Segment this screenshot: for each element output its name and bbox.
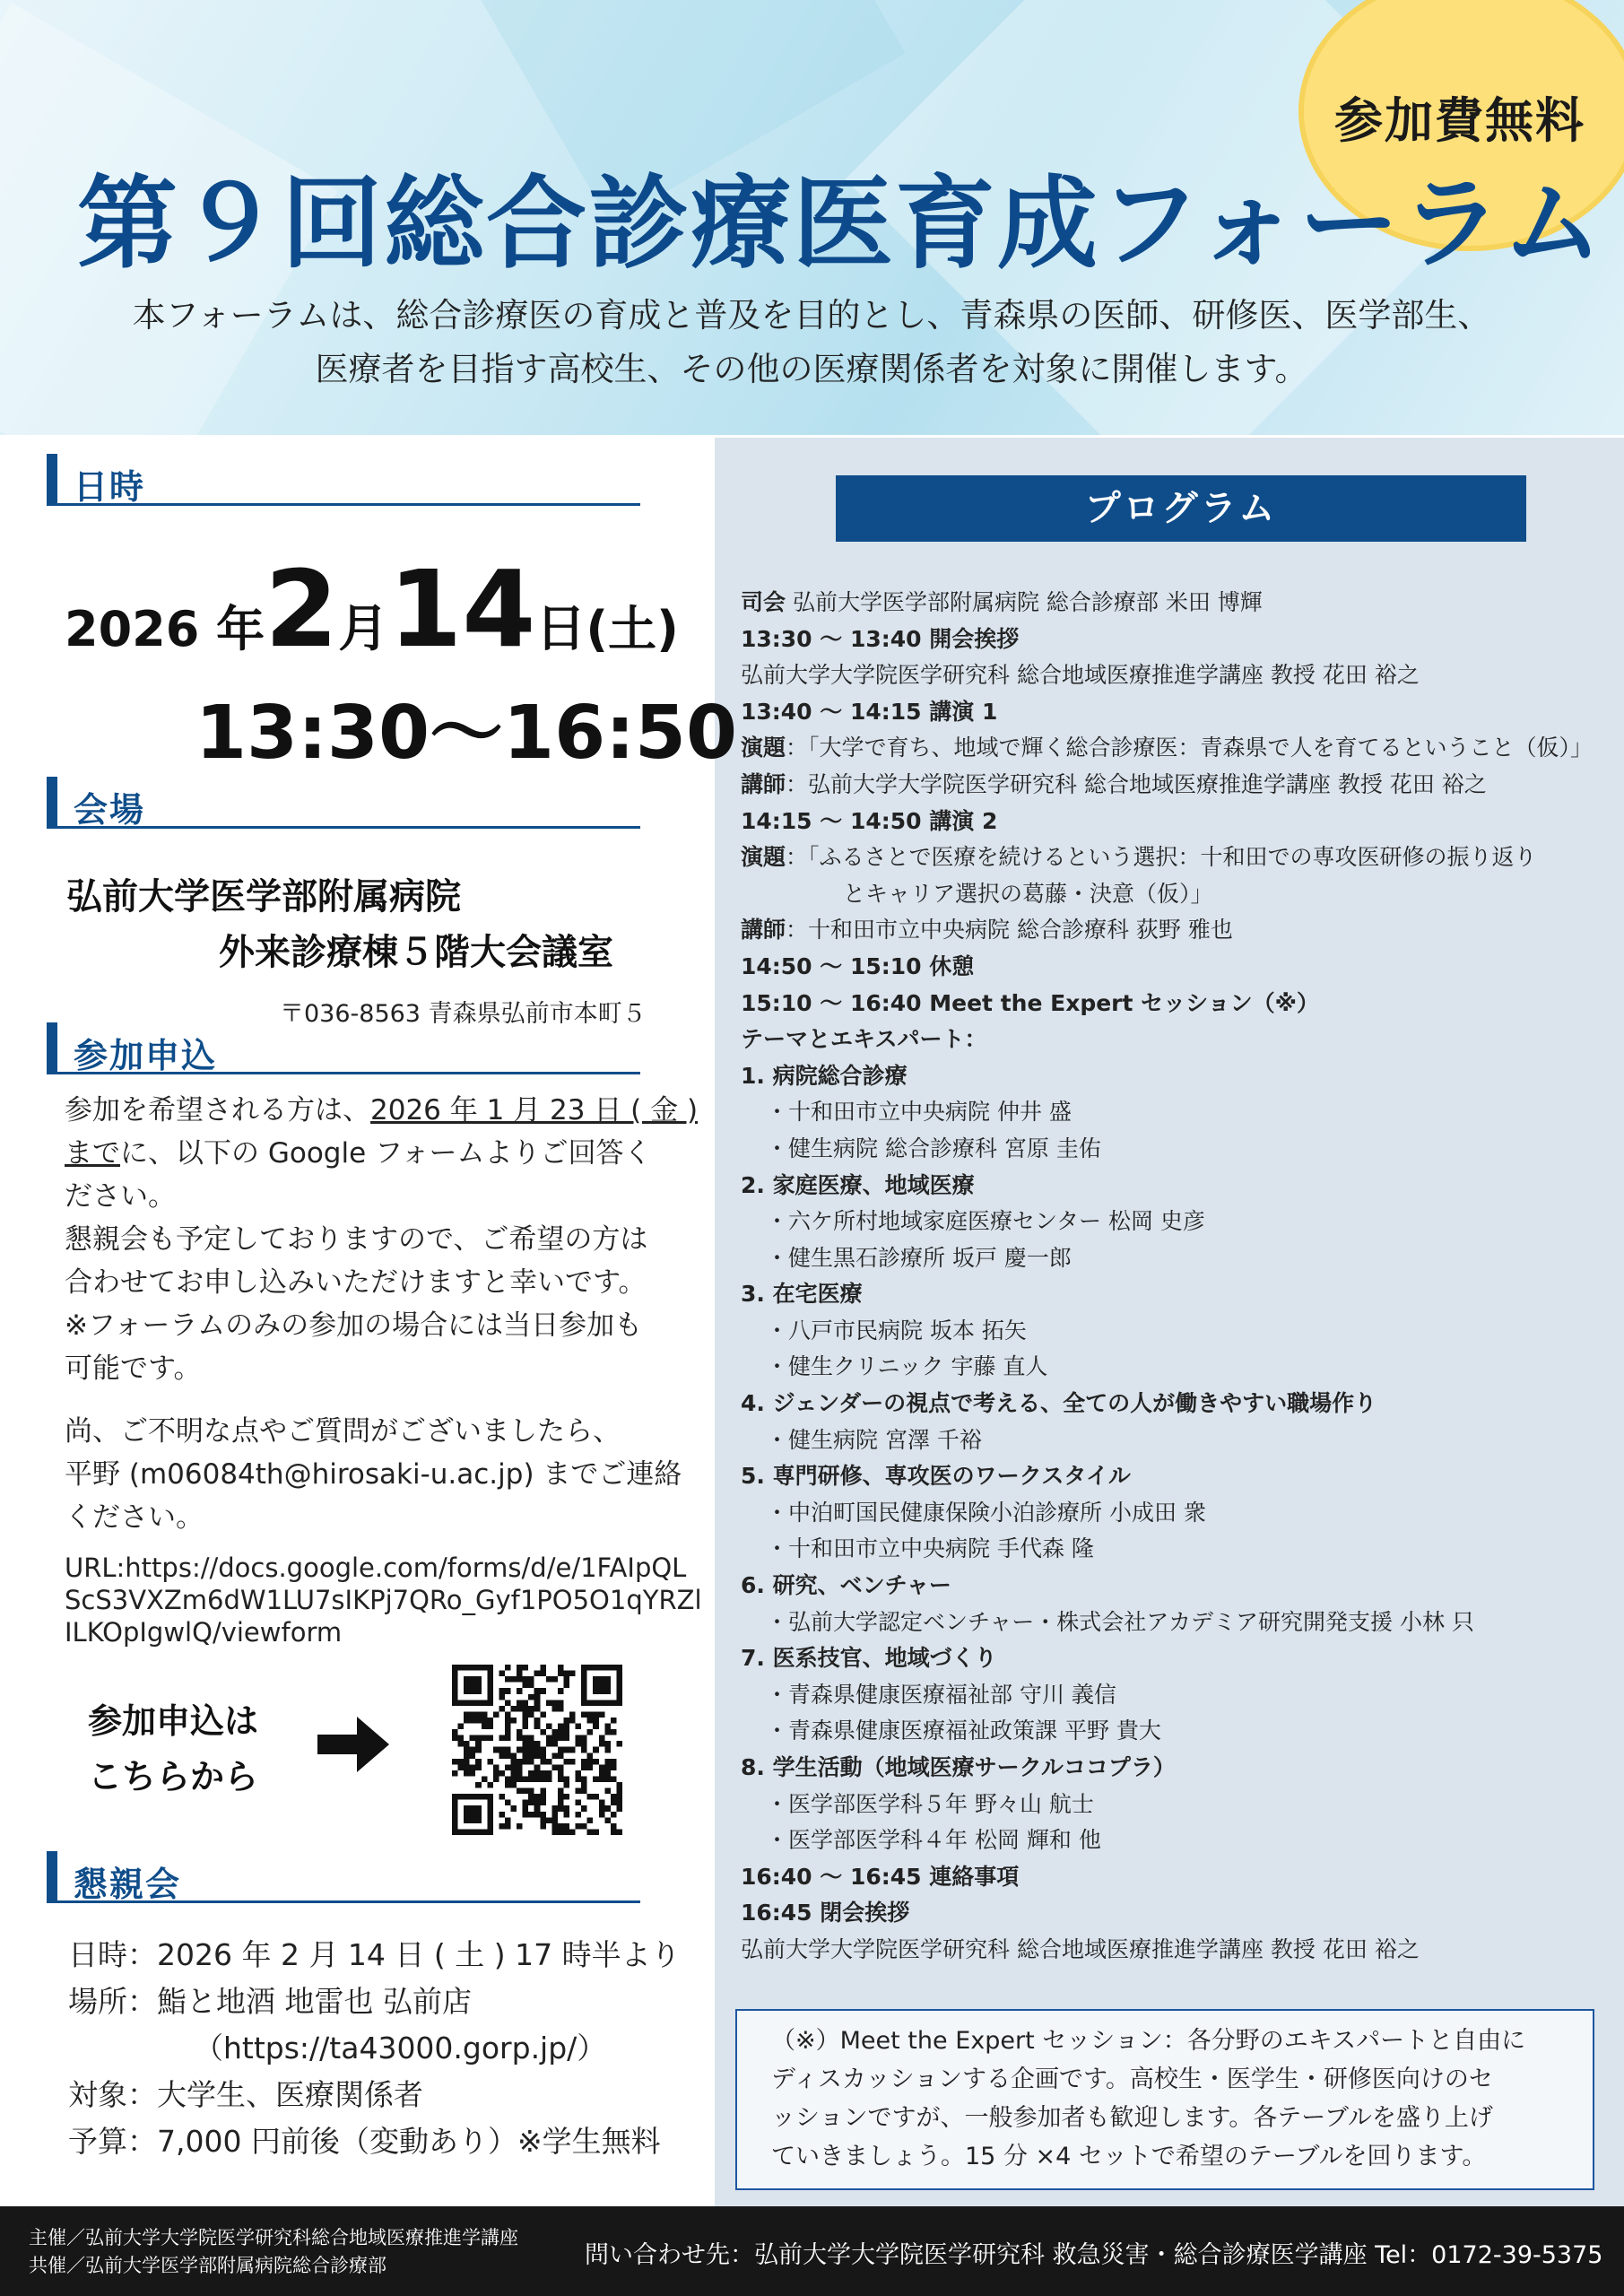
program-line-text: 8. 学生活動（地域医療サークルココプラ）: [741, 1754, 1176, 1780]
section-heading-venue: [47, 777, 640, 829]
venue-room: 外来診療棟５階大会議室: [219, 932, 613, 973]
contact-line: 平野 (m06084th@hirosaki-u.ac.jp) までご連絡: [65, 1458, 682, 1491]
venue-address: 〒036-8563 青森県弘前市本町５: [280, 1000, 647, 1028]
heading-bar: [47, 777, 57, 829]
program-line-text: ：十和田市立中央病院 総合診療科 荻野 雅也: [786, 917, 1233, 944]
program-line: [741, 1568, 1620, 1605]
application-deadline-suffix: まで: [65, 1137, 120, 1170]
program-line: [741, 1640, 1620, 1677]
program-line-text: ・健生病院 宮澤 千裕: [766, 1426, 982, 1453]
program-line-text: 6. 研究、ベンチャー: [741, 1572, 951, 1599]
application-deadline: 2026 年 1 月 23 日 ( 金 ): [370, 1094, 699, 1126]
party-line: 予算：7,000 円前後（変動あり）※学生無料: [68, 2124, 661, 2159]
program-line-text: ：弘前大学大学院医学研究科 総合地域医療推進学講座 教授 花田 裕之: [786, 770, 1487, 797]
heading-bar: [47, 1851, 57, 1903]
program-line-text: 16:45 閉会挨拶: [741, 1900, 910, 1926]
heading-bar: [47, 1022, 57, 1074]
program-line: [741, 730, 1620, 767]
program-line-label: 講師: [741, 770, 786, 797]
url-line: URL:https://docs.google.com/forms/d/e/1FAIpQL: [65, 1552, 687, 1583]
program-line-text: ・健生黒石診療所 坂戸 慶一郎: [766, 1244, 1072, 1271]
program-line-text: 7. 医系技官、地域づくり: [741, 1645, 997, 1672]
party-details: [68, 1932, 681, 2165]
venue-name: 弘前大学医学部附属病院: [66, 876, 461, 918]
program-line: [741, 1386, 1620, 1422]
date-day-unit: 日: [535, 600, 586, 658]
heading-bar: [47, 454, 57, 506]
program-line-text: ・八戸市民病院 坂本 拓矢: [766, 1317, 1027, 1344]
party-line: 対象：大学生、医療関係者: [68, 2077, 423, 2112]
program-line: [741, 1859, 1620, 1896]
program-line-text: ・青森県健康医療福祉政策課 平野 貴大: [766, 1718, 1161, 1744]
program-line-text: 弘前大学大学院医学研究科 総合地域医療推進学講座 教授 花田 裕之: [741, 1935, 1420, 1962]
program-line-text: ・六ケ所村地域家庭医療センター 松岡 史彦: [766, 1208, 1205, 1235]
program-line-text: 15:10 〜 16:40 Meet the Expert セッション（※）: [741, 989, 1319, 1016]
program-line-text: テーマとエキスパート：: [741, 1026, 987, 1053]
program-line: [741, 876, 1620, 913]
application-line: 参加を希望される方は、: [65, 1094, 370, 1126]
program-line-text: 弘前大学大学院医学研究科 総合地域医療推進学講座 教授 花田 裕之: [741, 662, 1420, 689]
lead-line: 医療者を目指す高校生、その他の医療関係者を対象に開催します。: [315, 350, 1308, 388]
program-line-text: 2. 家庭医療、地域医療: [741, 1171, 975, 1198]
application-line: に、以下の Google フォームよりご回答く: [120, 1137, 652, 1170]
footer: [0, 2206, 1624, 2296]
program-line-text: ・健生クリニック 宇藤 直人: [766, 1353, 1048, 1380]
program-line: [741, 1022, 1620, 1058]
heading-label: 参加申込: [74, 1036, 218, 1075]
note-line: ディスカッションする企画です。高校生・医学生・研修医向けのセ: [771, 2066, 1493, 2093]
program-line: [741, 1349, 1620, 1386]
program-line: [741, 622, 1620, 658]
program-line-label: 演題: [741, 844, 786, 871]
program-line-text: ・十和田市立中央病院 仲井 盛: [766, 1099, 1072, 1126]
program-line-text: 3. 在宅医療: [741, 1281, 863, 1308]
application-line: 合わせてお申し込みいただけますと幸いです。: [65, 1266, 647, 1299]
contact-line: 尚、ご不明な点やご質問がございましたら、: [65, 1415, 621, 1448]
program-line: [741, 767, 1620, 804]
program-line: [741, 1932, 1620, 1969]
program-line-text: 5. 専門研修、専攻医のワークスタイル: [741, 1463, 1131, 1490]
program-line-text: ・弘前大学認定ベンチャー・株式会社アカデミア研究開発支援 小林 只: [766, 1608, 1474, 1635]
program-line-text: 13:30 〜 13:40 開会挨拶: [741, 625, 1020, 652]
event-time: 13:30〜16:50: [195, 691, 738, 776]
program-list: [741, 585, 1620, 1969]
program-line-text: ：「ふるさとで医療を続けるという選択：十和田での専攻医研修の振り返り: [786, 844, 1537, 871]
arrow-right-icon: [317, 1717, 389, 1772]
program-line: [741, 839, 1620, 876]
program-line-text: 弘前大学医学部附属病院 総合診療部 米田 博輝: [786, 589, 1263, 615]
cta-line: こちらから: [88, 1757, 259, 1796]
header-banner: [0, 0, 1624, 435]
footer-organizers: [29, 2224, 518, 2280]
program-line: [741, 657, 1620, 694]
event-date: [65, 547, 679, 671]
application-line: 可能です。: [65, 1352, 202, 1385]
program-line: [741, 1240, 1620, 1277]
program-line-label: 司会: [741, 589, 786, 615]
note-line: ッションですが、一般参加者も歓迎します。各テーブルを盛り上げ: [771, 2104, 1493, 2132]
program-line-text: 16:40 〜 16:45 連絡事項: [741, 1863, 1020, 1890]
party-line: 場所：鮨と地酒 地雷也 弘前店: [68, 1984, 472, 2019]
program-line: [741, 1895, 1620, 1932]
program-line: [741, 1531, 1620, 1568]
program-line: [741, 1313, 1620, 1350]
application-text: [65, 1089, 698, 1390]
program-line: [741, 1750, 1620, 1787]
date-month-unit: 月: [338, 600, 389, 658]
heading-label: 懇親会: [74, 1865, 182, 1904]
url-line: ScS3VXZm6dW1LU7sIKPj7QRo_Gyf1PO5O1qYRZl: [65, 1585, 702, 1615]
application-line: ださい。: [65, 1180, 176, 1213]
lead-line: 本フォーラムは、総合診療医の育成と普及を目的とし、青森県の医師、研修医、医学部生、: [132, 296, 1491, 335]
program-line: [741, 986, 1620, 1022]
date-day: 14: [388, 547, 536, 671]
cta-line: 参加申込は: [88, 1701, 259, 1741]
program-line: [741, 1276, 1620, 1313]
program-line: [741, 1131, 1620, 1168]
program-line-text: ・中泊町国民健康保険小泊診療所 小成田 衆: [766, 1499, 1206, 1526]
program-line: [741, 949, 1620, 986]
program-line: [741, 1605, 1620, 1641]
program-line: [741, 1713, 1620, 1750]
footer-contact: 問い合わせ先：弘前大学大学院医学研究科 救急災害・総合診療医学講座 Tel：0172-39-5375: [585, 2241, 1603, 2269]
program-line: [741, 1495, 1620, 1532]
section-heading-application: [47, 1022, 640, 1074]
program-line-text: ・健生病院 総合診療科 宮原 圭佑: [766, 1135, 1101, 1161]
note-line: （※）Meet the Expert セッション：各分野のエキスパートと自由に: [771, 2027, 1526, 2055]
qr-code-icon[interactable]: [452, 1665, 622, 1835]
section-heading-party: [47, 1851, 640, 1903]
heading-label: 日時: [74, 467, 146, 507]
program-line-text: 4. ジェンダーの視点で考える、全ての人が働きやすい職場作り: [741, 1390, 1377, 1417]
program-line: [741, 1822, 1620, 1859]
program-line-text: とキャリア選択の葛藤・決意（仮）」: [843, 880, 1213, 907]
program-heading: プログラム: [836, 475, 1526, 542]
program-line-text: ：「大学で育ち、地域で輝く総合診療医：青森県で人を育てるということ（仮）」: [786, 735, 1594, 761]
page-title: 第９回総合診療医育成フォーラム: [77, 166, 1605, 283]
program-line: [741, 585, 1620, 622]
heading-label: 会場: [74, 790, 146, 830]
program-line: [741, 1204, 1620, 1240]
program-line: [741, 694, 1620, 731]
program-line-text: 13:40 〜 14:15 講演 1: [741, 698, 998, 725]
form-url[interactable]: [65, 1552, 702, 1648]
program-line-text: 14:50 〜 15:10 休憩: [741, 952, 975, 979]
organizer: 主催／弘前大学大学院医学研究科総合地域医療推進学講座: [29, 2227, 518, 2248]
party-url: （https://ta43000.gorp.jp/）: [194, 2031, 607, 2066]
program-line-text: 14:15 〜 14:50 講演 2: [741, 807, 998, 834]
program-line: [741, 804, 1620, 840]
program-line-text: ・十和田市立中央病院 手代森 隆: [766, 1535, 1094, 1562]
program-line: [741, 912, 1620, 949]
contact-line: ください。: [65, 1501, 204, 1534]
url-line: ILKOpIgwlQ/viewform: [65, 1617, 343, 1648]
date-weekday: (土): [586, 601, 679, 657]
application-line: ※フォーラムのみの参加の場合には当日参加も: [65, 1309, 643, 1342]
program-line-text: ・医学部医学科５年 野々山 航士: [766, 1790, 1094, 1817]
note-text: [771, 2022, 1578, 2176]
program-line: [741, 1058, 1620, 1095]
contact-text: [65, 1410, 682, 1539]
application-line: 懇親会も予定しておりますので、ご希望の方は: [65, 1223, 648, 1256]
party-line: 日時：2026 年 2 月 14 日 ( 土 ) 17 時半より: [68, 1937, 681, 1972]
program-line: [741, 1094, 1620, 1131]
section-heading-datetime: [47, 454, 640, 506]
program-line: [741, 1422, 1620, 1459]
lead-text: [36, 289, 1587, 396]
program-line-text: ・青森県健康医療福祉部 守川 義信: [766, 1681, 1116, 1708]
program-line: [741, 1677, 1620, 1714]
program-line-label: 演題: [741, 735, 786, 761]
program-line: [741, 1787, 1620, 1823]
program-line-label: 講師: [741, 917, 786, 944]
date-year: 2026 年: [65, 601, 265, 657]
program-line-text: ・医学部医学科４年 松岡 輝和 他: [766, 1827, 1101, 1854]
program-line-text: 1. 病院総合診療: [741, 1062, 908, 1089]
co-organizer: 共催／弘前大学医学部附属病院総合診療部: [29, 2255, 386, 2276]
program-line: [741, 1168, 1620, 1205]
date-month: 2: [265, 547, 339, 671]
note-line: ていきましょう。15 分 ×4 セットで希望のテーブルを回ります。: [771, 2143, 1487, 2170]
apply-cta: [88, 1693, 258, 1805]
free-badge-label: 参加費無料: [1334, 92, 1585, 149]
program-line: [741, 1458, 1620, 1495]
